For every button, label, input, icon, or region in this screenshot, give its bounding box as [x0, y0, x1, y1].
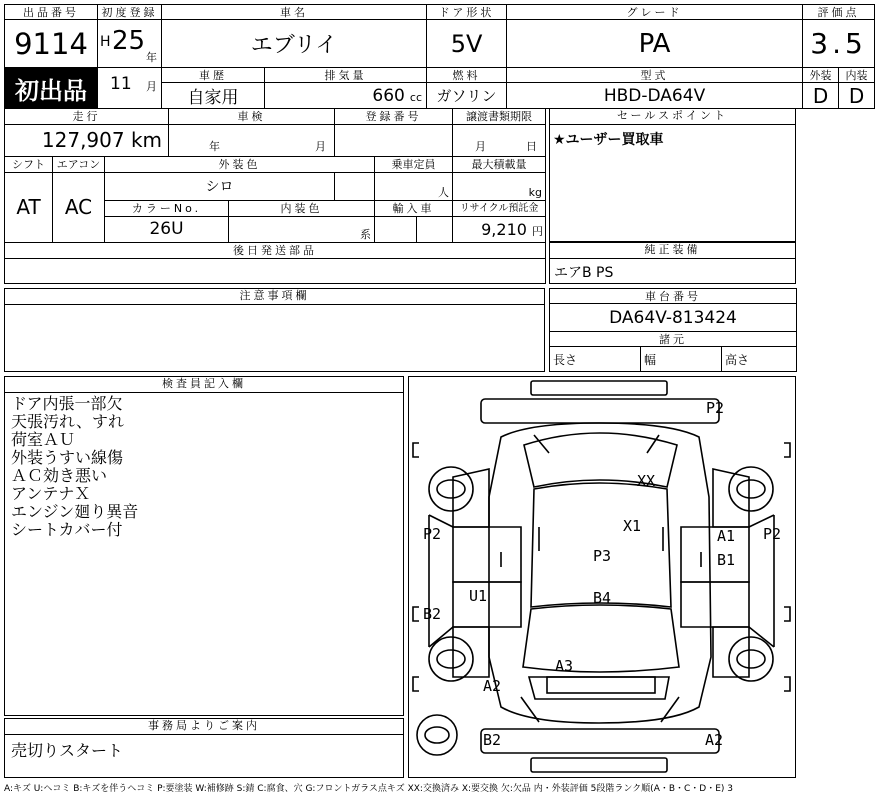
inspector-line: 荷室ＡＵ	[11, 430, 76, 449]
year-unit: 年	[146, 51, 157, 64]
exterior-color-label: 外装色	[105, 156, 375, 172]
color-no-label: カラーNo.	[105, 201, 229, 217]
displacement-cell	[265, 83, 427, 109]
ac-label: エアコン	[53, 156, 105, 172]
car-diagram-panel	[408, 376, 796, 778]
ac: AC	[53, 172, 105, 242]
interior-color-unit: 系	[360, 227, 372, 241]
mark-b2-left: B2	[423, 605, 442, 623]
load-label: 最大積載量	[453, 156, 546, 172]
mark-b2-bottom: B2	[483, 731, 502, 749]
mark-a2-bottom: A2	[705, 731, 724, 749]
mark-u1: U1	[469, 587, 488, 605]
door: 5V	[427, 20, 507, 68]
inspector-line: ＡＣ効き悪い	[11, 466, 108, 485]
spec-height: 高さ	[722, 347, 797, 372]
office-text: 売切りスタート	[11, 741, 124, 760]
mark-x1: X1	[623, 517, 642, 535]
load	[453, 172, 546, 201]
model-label: 型式	[507, 68, 803, 83]
mark-p2-left: P2	[423, 525, 442, 543]
inspector-line: アンテナＸ	[11, 484, 91, 503]
displacement-unit: cc	[409, 90, 423, 104]
inspection-month-unit: 月	[315, 139, 327, 153]
import-b	[417, 217, 453, 242]
mark-p2-right: P2	[763, 525, 782, 543]
first-reg-year	[98, 20, 162, 68]
year-num: 25	[112, 26, 146, 56]
interior-color-label: 内装色	[229, 201, 375, 217]
first-reg-label: 初度登録	[98, 5, 162, 20]
spec-length: 長さ	[550, 347, 641, 372]
month-num: 11	[110, 74, 132, 94]
chassis-table	[549, 288, 797, 372]
fuel: ガソリン	[427, 83, 507, 109]
recycle-label: リサイクル預託金	[453, 201, 546, 217]
notes-label: 注意事項欄	[5, 289, 544, 305]
color-no: 26U	[105, 217, 229, 242]
transfer-month-unit: 月	[475, 139, 487, 153]
first-listing-text: 初出品	[15, 76, 87, 105]
mark-p3: P3	[593, 547, 612, 565]
door-label: ドア形状	[427, 5, 507, 20]
inspection-year-unit: 年	[209, 139, 221, 153]
transfer-date	[453, 124, 546, 156]
equipment-text: エアB PS	[554, 265, 614, 281]
mark-p2-top: P2	[706, 399, 725, 417]
transfer-label: 譲渡書類期限	[453, 109, 546, 125]
first-reg-month	[98, 68, 162, 109]
era: H	[100, 34, 111, 50]
inspection-date	[169, 124, 335, 156]
mark-a1: A1	[717, 527, 736, 545]
inspector-line: 外装うすい線傷	[11, 448, 124, 467]
grade-label: グレード	[507, 5, 803, 20]
chassis-number: DA64V-813424	[550, 304, 797, 332]
car-name-label: 車名	[162, 5, 427, 20]
legend: A:キズ U:ヘコミ B:キズを伴うヘコミ P:要塗装 W:補修跡 S:錆 C:腐食、穴 G:フロントガラス点キズ XX:交換済み X:要交換 欠:欠品 内・外装評価 5段階ランク順(A・B・C・D・E) 3	[4, 784, 734, 794]
capacity	[375, 172, 453, 201]
history-label: 車歴	[162, 68, 265, 83]
mark-xx: XX	[637, 472, 656, 490]
inspector-line: シートカバー付	[11, 520, 123, 539]
ext-label: 外装	[803, 68, 839, 83]
load-unit: kg	[528, 186, 543, 200]
inspector-line: 天張汚れ、すれ	[11, 412, 124, 431]
reg-no	[335, 124, 453, 156]
inspector-panel	[4, 376, 404, 716]
equipment-label: 純正装備	[550, 243, 795, 259]
displacement: 660	[372, 85, 405, 106]
int-label: 内装	[839, 68, 875, 83]
ext-grade: D	[803, 83, 839, 109]
mark-a3: A3	[555, 657, 574, 675]
spec-width: 幅	[641, 347, 722, 372]
notes-panel	[4, 288, 545, 372]
import-a	[375, 217, 417, 242]
transfer-day-unit: 日	[526, 139, 538, 153]
lot-number: 9114	[5, 20, 98, 68]
office-label: 事務局よりご案内	[5, 719, 403, 735]
score: 3.5	[803, 20, 875, 68]
later-parts-label: 後日発送部品	[5, 242, 546, 258]
lot-label: 出品番号	[5, 5, 98, 20]
car-diagram	[409, 377, 794, 776]
mark-b4: B4	[593, 589, 612, 607]
reg-no-label: 登録番号	[335, 109, 453, 125]
interior-color	[229, 217, 375, 242]
capacity-label: 乗車定員	[375, 156, 453, 172]
model: HBD-DA64V	[507, 83, 803, 109]
grade: PA	[507, 20, 803, 68]
mark-a2-left: A2	[483, 677, 502, 695]
later-parts	[5, 258, 546, 283]
month-unit: 月	[146, 80, 157, 93]
equipment-panel	[549, 242, 796, 284]
header-table	[4, 4, 875, 109]
fuel-label: 燃料	[427, 68, 507, 83]
shift: AT	[5, 172, 53, 242]
sales-point-label: セールスポイント	[550, 109, 795, 125]
mileage-label: 走行	[5, 109, 169, 125]
import-label: 輸入車	[375, 201, 453, 217]
capacity-unit: 人	[438, 186, 450, 200]
exterior-color: シロ	[105, 172, 335, 201]
spec-label: 諸元	[550, 332, 797, 347]
inspector-label: 検査員記入欄	[5, 377, 403, 393]
sales-point-text: ★ユーザー買取車	[553, 132, 664, 148]
recycle-unit: 円	[532, 224, 544, 238]
car-name: エブリイ	[162, 20, 427, 68]
shift-label: シフト	[5, 156, 53, 172]
history: 自家用	[162, 83, 265, 109]
office-panel	[4, 718, 404, 778]
inspector-notes	[5, 393, 403, 541]
first-listing-badge	[5, 68, 98, 109]
score-label: 評価点	[803, 5, 875, 20]
inspector-line: ドア内張一部欠	[11, 394, 123, 413]
inspection-label: 車検	[169, 109, 335, 125]
displacement-label: 排気量	[265, 68, 427, 83]
mark-b1: B1	[717, 551, 736, 569]
chassis-label: 車台番号	[550, 289, 797, 304]
sales-point-panel	[549, 108, 796, 242]
int-grade: D	[839, 83, 875, 109]
vehicle-detail-table	[4, 108, 546, 284]
recycle-cell	[453, 217, 546, 242]
inspector-line: エンジン廻り異音	[11, 502, 139, 521]
recycle: 9,210	[481, 219, 527, 239]
exterior-color-extra	[335, 172, 375, 201]
mileage: 127,907 km	[5, 124, 169, 156]
